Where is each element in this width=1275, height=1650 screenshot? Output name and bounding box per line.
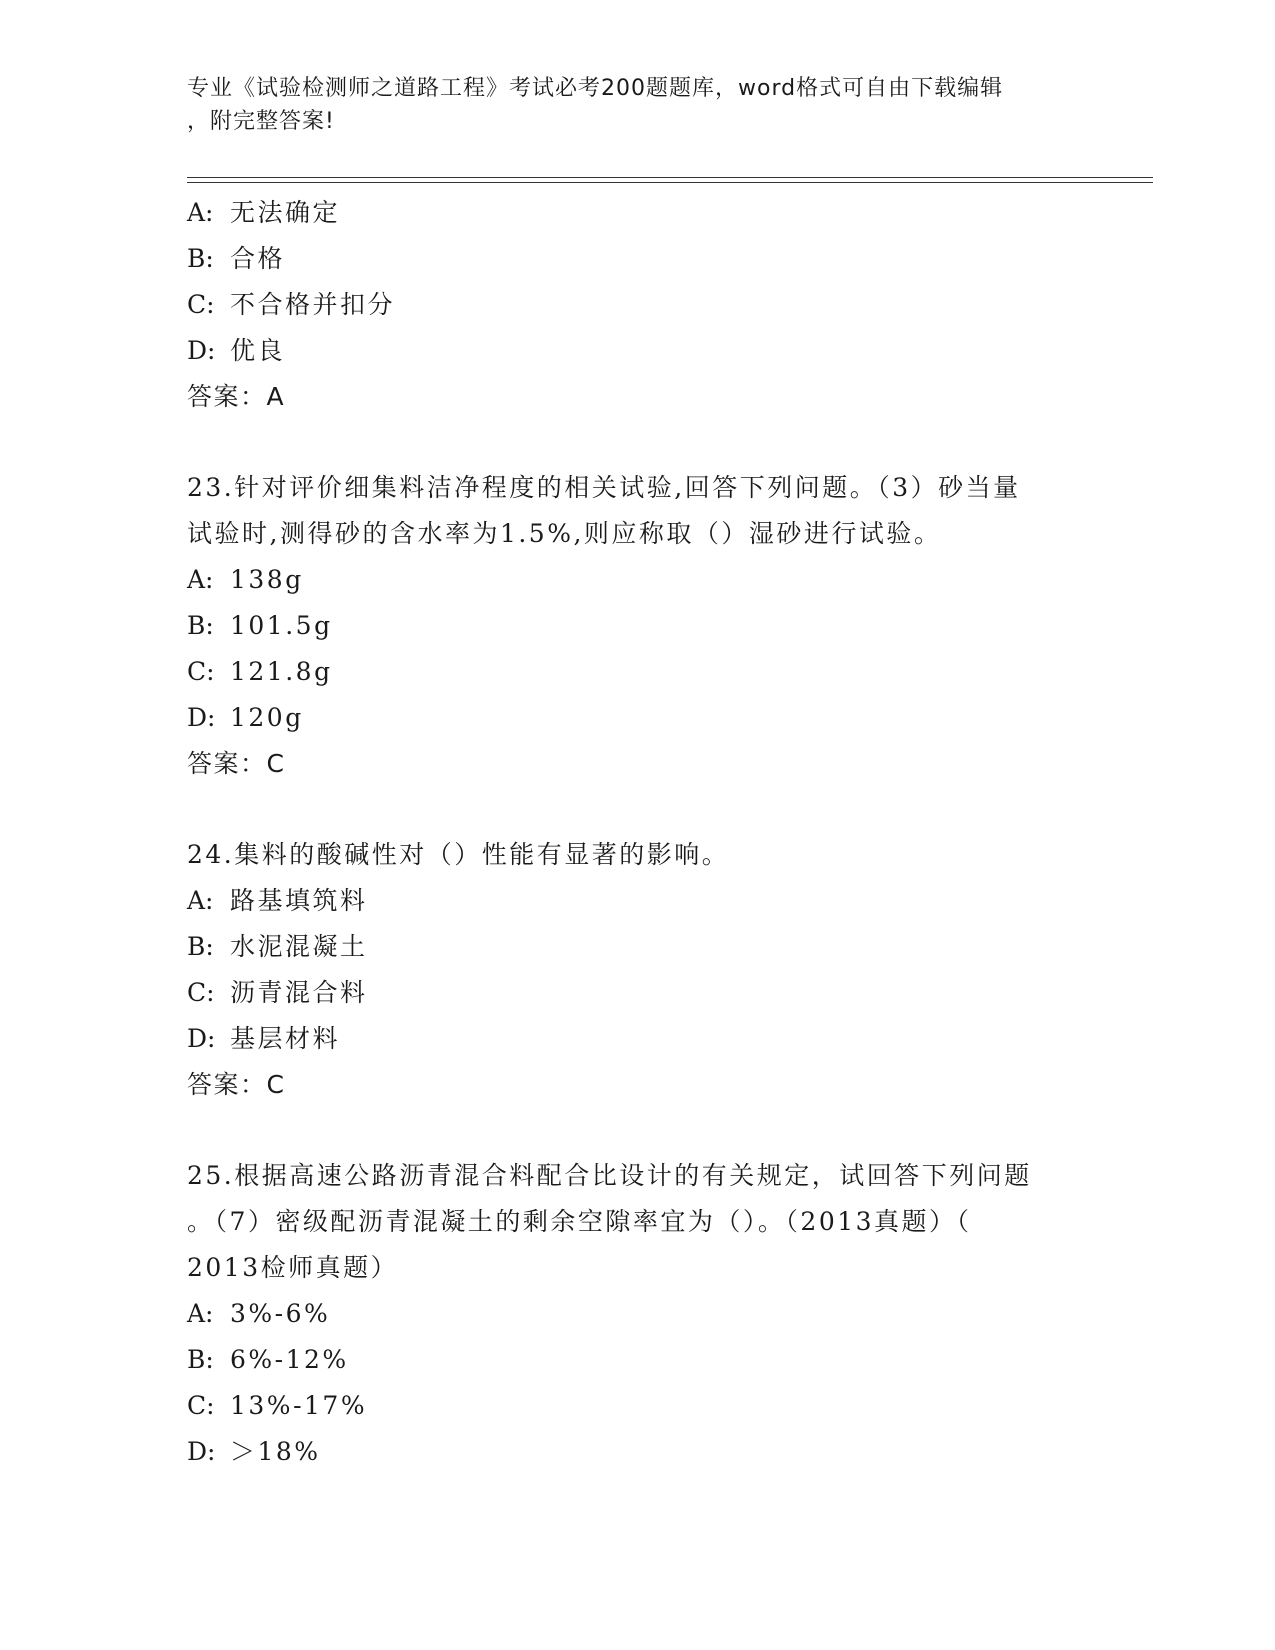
option-c: [187, 970, 1067, 1016]
option-letter: C:: [187, 1391, 215, 1420]
option-letter: A:: [187, 565, 214, 594]
question-stem-line-3: 2013检师真题）: [187, 1253, 399, 1282]
option-text: 路基填筑料: [230, 886, 368, 915]
option-text: 不合格并扣分: [230, 290, 396, 319]
option-text: 138g: [230, 565, 304, 594]
question-stem-line-1: 23.针对评价细集料洁净程度的相关试验,回答下列问题。（3）砂当量: [187, 473, 1021, 502]
answer-line: 答案：C: [187, 749, 286, 778]
question-22: [187, 190, 1067, 420]
option-c: [187, 1383, 1067, 1429]
answer-line: 答案：C: [187, 1070, 286, 1099]
option-text: 121.8g: [230, 657, 333, 686]
option-letter: D:: [187, 336, 216, 365]
option-text: 3%-6%: [230, 1299, 331, 1328]
option-b: [187, 603, 1067, 649]
spacer: [187, 787, 1067, 832]
option-b: [187, 236, 1067, 282]
option-text: ＞18%: [230, 1437, 321, 1466]
option-letter: C:: [187, 290, 215, 319]
option-a: [187, 1291, 1067, 1337]
answer-line: 答案：A: [187, 382, 286, 411]
option-letter: D:: [187, 1024, 216, 1053]
option-letter: C:: [187, 978, 215, 1007]
option-d: [187, 1016, 1067, 1062]
option-text: 合格: [230, 244, 286, 273]
option-letter: C:: [187, 657, 215, 686]
option-a: [187, 557, 1067, 603]
header-title-line-1: 专业《试验检测师之道路工程》考试必考200题题库，word格式可自由下载编辑: [187, 76, 1004, 101]
question-list: [187, 190, 1067, 1475]
option-d: [187, 328, 1067, 374]
option-a: [187, 190, 1067, 236]
option-a: [187, 878, 1067, 924]
question-stem-line-2: 试验时,测得砂的含水率为1.5%,则应称取（）湿砂进行试验。: [187, 519, 942, 548]
option-text: 13%-17%: [230, 1391, 368, 1420]
option-text: 6%-12%: [230, 1345, 349, 1374]
question-stem-line-1: 24.集料的酸碱性对（）性能有显著的影响。: [187, 840, 730, 869]
option-b: [187, 1337, 1067, 1383]
option-c: [187, 649, 1067, 695]
spacer: [187, 1108, 1067, 1153]
question-25: [187, 1153, 1067, 1475]
option-text: 基层材料: [230, 1024, 341, 1053]
option-b: [187, 924, 1067, 970]
option-d: [187, 1429, 1067, 1475]
document-header: [187, 72, 1067, 138]
header-divider-top: [187, 177, 1153, 178]
option-letter: D:: [187, 1437, 216, 1466]
option-text: 优良: [230, 336, 286, 365]
option-letter: B:: [187, 932, 214, 961]
option-text: 120g: [230, 703, 304, 732]
option-letter: A:: [187, 886, 214, 915]
spacer: [187, 420, 1067, 465]
option-c: [187, 282, 1067, 328]
option-letter: D:: [187, 703, 216, 732]
question-stem-line-1: 25.根据高速公路沥青混合料配合比设计的有关规定，试回答下列问题: [187, 1161, 1032, 1190]
question-23: [187, 465, 1067, 787]
option-letter: B:: [187, 611, 214, 640]
header-divider-bottom: [187, 182, 1153, 183]
option-text: 水泥混凝土: [230, 932, 368, 961]
question-stem-line-2: 。（7）密级配沥青混凝土的剩余空隙率宜为（）。（2013真题）（: [187, 1207, 972, 1236]
option-letter: B:: [187, 1345, 214, 1374]
option-text: 沥青混合料: [230, 978, 368, 1007]
option-letter: A:: [187, 1299, 214, 1328]
option-d: [187, 695, 1067, 741]
header-title-line-2: ，附完整答案!: [187, 109, 335, 134]
option-text: 无法确定: [230, 198, 341, 227]
option-text: 101.5g: [230, 611, 333, 640]
option-letter: A:: [187, 198, 214, 227]
option-letter: B:: [187, 244, 214, 273]
question-24: [187, 832, 1067, 1108]
